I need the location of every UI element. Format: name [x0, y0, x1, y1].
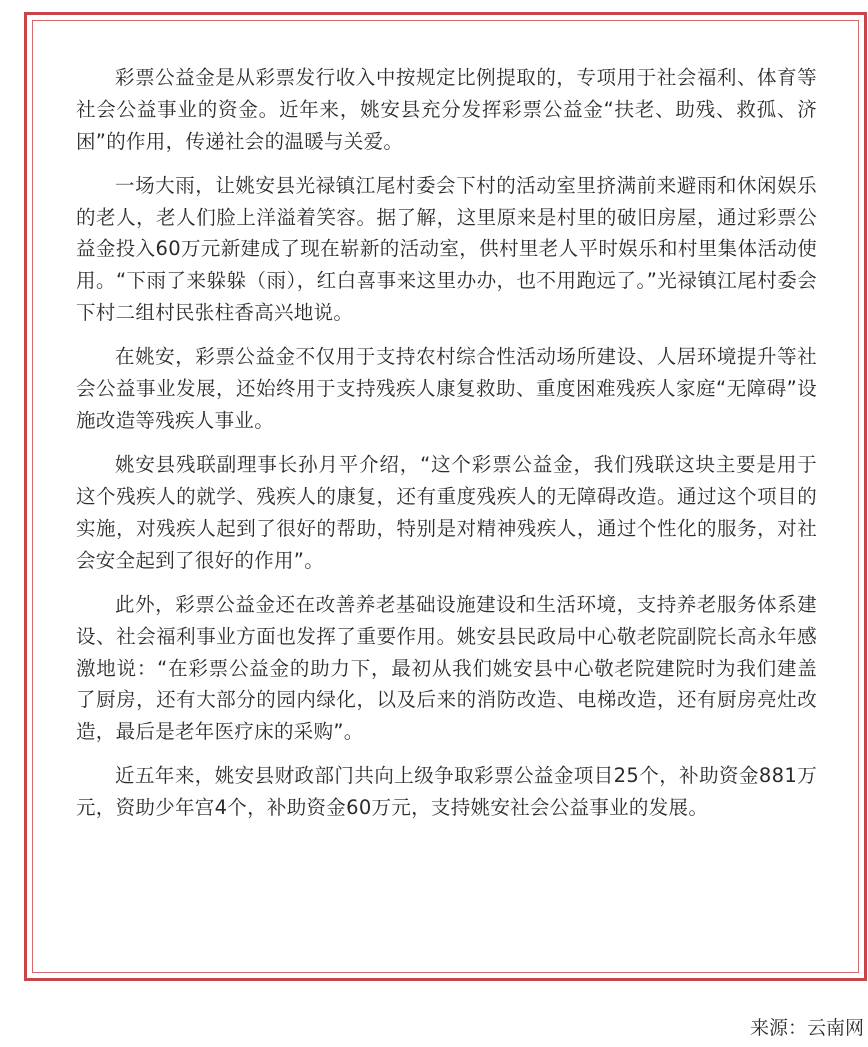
- paragraph-intro: 彩票公益金是从彩票发行收入中按规定比例提取的，专项用于社会福利、体育等社会公益事业的资金。近年来，姚安县充分发挥彩票公益金“扶老、助残、救孤、济困”的作用，传递社会的温暖与关爱。: [76, 66, 817, 153]
- source-credit: 来源：云南网: [749, 1017, 864, 1039]
- paragraph-five-year-summary: 近五年来，姚安县财政部门共向上级争取彩票公益金项目25个，补助资金881万元，资助少年宫4个，补助资金60万元，支持姚安社会公益事业的发展。: [76, 764, 817, 820]
- paragraph-disabled-federation-quote: 姚安县残联副理事长孙月平介绍，“这个彩票公益金，我们残联这块主要是用于这个残疾人的就学、残疾人的康复，还有重度残疾人的无障碍改造。通过这个项目的实施，对残疾人起到了很好的帮助，特别是对精神残疾人，通过个性化的服务，对社会安全起到了很好的作用”。: [76, 453, 817, 572]
- paragraph-disability-support: 在姚安，彩票公益金不仅用于支持农村综合性活动场所建设、人居环境提升等社会公益事业发展，还始终用于支持残疾人康复救助、重度困难残疾人家庭“无障碍”设施改造等残疾人事业。: [76, 345, 817, 432]
- article-body: [76, 62, 817, 837]
- paragraph-elderly-care: 此外，彩票公益金还在改善养老基础设施建设和生活环境，支持养老服务体系建设、社会福利事业方面也发挥了重要作用。姚安县民政局中心敬老院副院长高永年感激地说：“在彩票公益金的助力下，最初从我们姚安县中心敬老院建院时为我们建盖了厨房，还有大部分的园内绿化，以及后来的消防改造、电梯改造，还有厨房亮灶改造，最后是老年医疗床的采购”。: [76, 592, 817, 744]
- paragraph-activity-room: 一场大雨，让姚安县光禄镇江尾村委会下村的活动室里挤满前来避雨和休闲娱乐的老人，老人们脸上洋溢着笑容。据了解，这里原来是村里的破旧房屋，通过彩票公益金投入60万元新建成了现在崭新的活动室，供村里老人平时娱乐和村里集体活动使用。“下雨了来躲躲（雨），红白喜事来这里办办，也不用跑远了。”光禄镇江尾村委会下村二组村民张柱香高兴地说。: [76, 173, 817, 325]
